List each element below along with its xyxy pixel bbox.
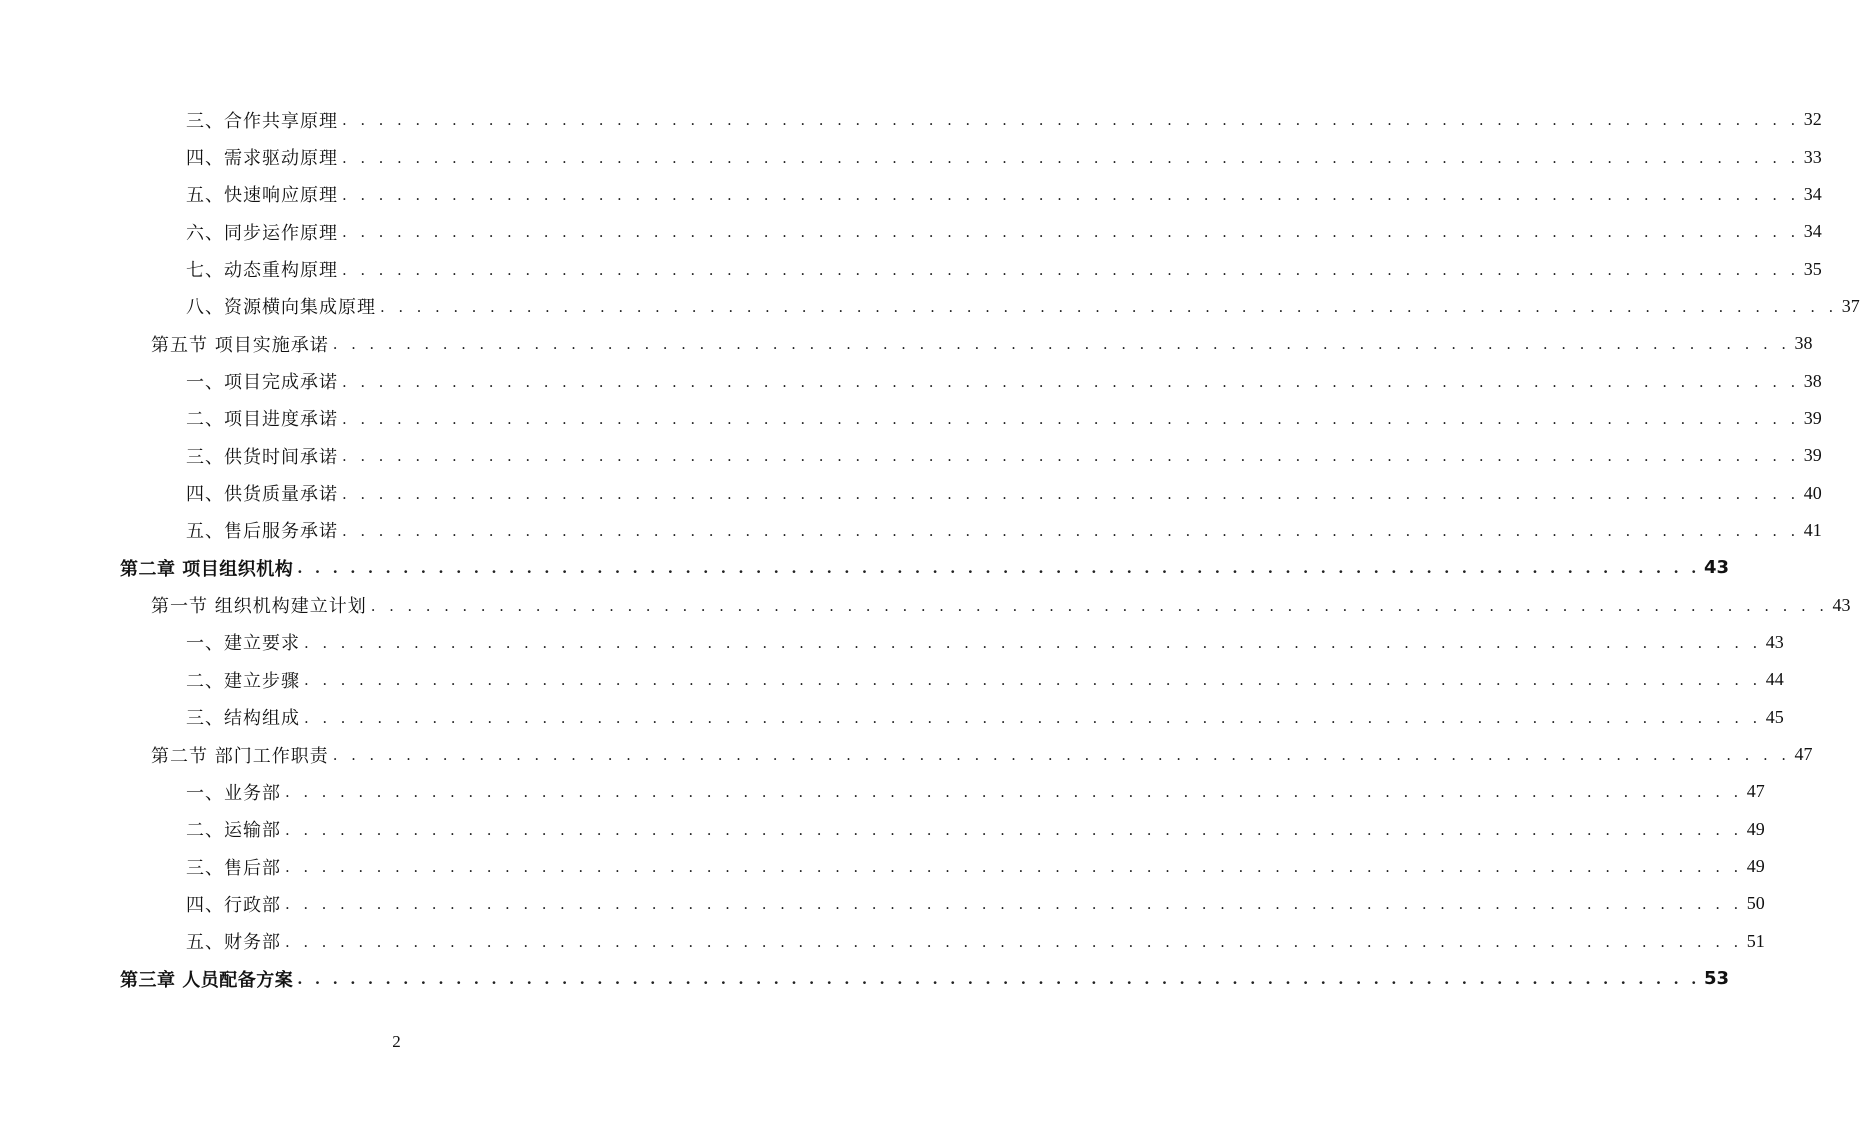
toc-entry-title: 三、供货时间承诺 <box>186 446 338 468</box>
dot-leader: . . . . . . . . . . . . . . . . . . . . . . . . . . . . . . . . . . . . . . . . . . . . . . . . . . . . . . . . . . . . . . . . . . . . . . . . . . . . . . . . <box>342 521 1800 540</box>
dot-leader: . . . . . . . . . . . . . . . . . . . . . . . . . . . . . . . . . . . . . . . . . . . . . . . . . . . . . . . . . . . . . . . . . . . . . . . . . . . . . . . . <box>342 148 1800 167</box>
toc-entry-page: 50 <box>1746 893 1765 914</box>
toc-chapter-entry[interactable] <box>0 549 1730 586</box>
toc-subsection-entry[interactable] <box>0 362 1822 399</box>
dot-leader: . . . . . . . . . . . . . . . . . . . . . . . . . . . . . . . . . . . . . . . . . . . . . . . . . . . . . . . . . . . . . . . . . . . . . . . . . . . . . . . . <box>297 559 1701 578</box>
toc-entry-title: 二、运输部 <box>186 820 281 842</box>
toc-entry-title: 一、项目完成承诺 <box>186 372 338 394</box>
toc-entry-title: 六、同步运作原理 <box>186 222 338 244</box>
toc-entry-page: 43 <box>1704 557 1730 579</box>
toc-subsection-entry[interactable] <box>0 512 1822 549</box>
toc-entry-page: 43 <box>1832 594 1851 615</box>
dot-leader: . . . . . . . . . . . . . . . . . . . . . . . . . . . . . . . . . . . . . . . . . . . . . . . . . . . . . . . . . . . . . . . . . . . . . . . . . . . . . . . . <box>285 858 1743 877</box>
dot-leader: . . . . . . . . . . . . . . . . . . . . . . . . . . . . . . . . . . . . . . . . . . . . . . . . . . . . . . . . . . . . . . . . . . . . . . . . . . . . . . . . <box>370 596 1829 615</box>
table-of-contents <box>0 101 1860 997</box>
toc-subsection-entry[interactable] <box>0 885 1765 922</box>
dot-leader: . . . . . . . . . . . . . . . . . . . . . . . . . . . . . . . . . . . . . . . . . . . . . . . . . . . . . . . . . . . . . . . . . . . . . . . . . . . . . . . . <box>342 409 1800 428</box>
toc-section-entry[interactable] <box>0 736 1813 773</box>
dot-leader: . . . . . . . . . . . . . . . . . . . . . . . . . . . . . . . . . . . . . . . . . . . . . . . . . . . . . . . . . . . . . . . . . . . . . . . . . . . . . . . . <box>332 335 1791 354</box>
toc-entry-page: 51 <box>1746 930 1765 951</box>
dot-leader: . . . . . . . . . . . . . . . . . . . . . . . . . . . . . . . . . . . . . . . . . . . . . . . . . . . . . . . . . . . . . . . . . . . . . . . . . . . . . . . . <box>285 932 1743 951</box>
toc-entry-page: 43 <box>1765 631 1784 652</box>
toc-subsection-entry[interactable] <box>0 811 1765 848</box>
dot-leader: . . . . . . . . . . . . . . . . . . . . . . . . . . . . . . . . . . . . . . . . . . . . . . . . . . . . . . . . . . . . . . . . . . . . . . . . . . . . . . . . <box>332 746 1791 765</box>
toc-entry-title: 一、业务部 <box>186 782 281 804</box>
toc-entry-title: 二、建立步骤 <box>186 670 300 692</box>
dot-leader: . . . . . . . . . . . . . . . . . . . . . . . . . . . . . . . . . . . . . . . . . . . . . . . . . . . . . . . . . . . . . . . . . . . . . . . . . . . . . . . . <box>342 223 1800 242</box>
toc-entry-page: 39 <box>1803 445 1822 466</box>
toc-entry-page: 53 <box>1704 968 1730 990</box>
dot-leader: . . . . . . . . . . . . . . . . . . . . . . . . . . . . . . . . . . . . . . . . . . . . . . . . . . . . . . . . . . . . . . . . . . . . . . . . . . . . . . . . <box>304 671 1762 690</box>
toc-entry-page: 47 <box>1746 781 1765 802</box>
toc-subsection-entry[interactable] <box>0 773 1765 810</box>
page-number: 2 <box>392 1032 401 1051</box>
toc-entry-title: 第二章 项目组织机构 <box>120 558 294 580</box>
toc-entry-page: 41 <box>1803 519 1822 540</box>
toc-entry-title: 四、需求驱动原理 <box>186 148 338 170</box>
toc-entry-page: 32 <box>1803 109 1822 130</box>
toc-entry-title: 三、售后部 <box>186 857 281 879</box>
toc-subsection-entry[interactable] <box>0 624 1784 661</box>
toc-entry-title: 四、行政部 <box>186 894 281 916</box>
toc-entry-page: 39 <box>1803 407 1822 428</box>
toc-entry-page: 38 <box>1803 370 1822 391</box>
toc-entry-page: 33 <box>1803 146 1822 167</box>
toc-subsection-entry[interactable] <box>0 437 1822 474</box>
toc-entry-title: 三、结构组成 <box>186 708 300 730</box>
toc-entry-title: 四、供货质量承诺 <box>186 484 338 506</box>
dot-leader: . . . . . . . . . . . . . . . . . . . . . . . . . . . . . . . . . . . . . . . . . . . . . . . . . . . . . . . . . . . . . . . . . . . . . . . . . . . . . . . . <box>297 970 1701 989</box>
toc-entry-title: 第一节 组织机构建立计划 <box>151 596 367 618</box>
toc-entry-title: 五、售后服务承诺 <box>186 521 338 543</box>
toc-entry-title: 七、动态重构原理 <box>186 260 338 282</box>
dot-leader: . . . . . . . . . . . . . . . . . . . . . . . . . . . . . . . . . . . . . . . . . . . . . . . . . . . . . . . . . . . . . . . . . . . . . . . . . . . . . . . . <box>342 447 1800 466</box>
toc-entry-title: 一、建立要求 <box>186 633 300 655</box>
dot-leader: . . . . . . . . . . . . . . . . . . . . . . . . . . . . . . . . . . . . . . . . . . . . . . . . . . . . . . . . . . . . . . . . . . . . . . . . . . . . . . . . <box>285 783 1743 802</box>
toc-entry-title: 第二节 部门工作职责 <box>151 745 329 767</box>
dot-leader: . . . . . . . . . . . . . . . . . . . . . . . . . . . . . . . . . . . . . . . . . . . . . . . . . . . . . . . . . . . . . . . . . . . . . . . . . . . . . . . . <box>342 185 1800 204</box>
toc-section-entry[interactable] <box>0 586 1851 623</box>
toc-entry-page: 34 <box>1803 183 1822 204</box>
dot-leader: . . . . . . . . . . . . . . . . . . . . . . . . . . . . . . . . . . . . . . . . . . . . . . . . . . . . . . . . . . . . . . . . . . . . . . . . . . . . . . . . <box>342 111 1800 130</box>
dot-leader: . . . . . . . . . . . . . . . . . . . . . . . . . . . . . . . . . . . . . . . . . . . . . . . . . . . . . . . . . . . . . . . . . . . . . . . . . . . . . . . . <box>342 372 1800 391</box>
toc-entry-title: 五、快速响应原理 <box>186 185 338 207</box>
toc-subsection-entry[interactable] <box>0 400 1822 437</box>
toc-entry-page: 40 <box>1803 482 1822 503</box>
dot-leader: . . . . . . . . . . . . . . . . . . . . . . . . . . . . . . . . . . . . . . . . . . . . . . . . . . . . . . . . . . . . . . . . . . . . . . . . . . . . . . . . <box>342 260 1800 279</box>
toc-entry-title: 三、合作共享原理 <box>186 110 338 132</box>
toc-entry-page: 34 <box>1803 221 1822 242</box>
toc-subsection-entry[interactable] <box>0 138 1822 175</box>
toc-entry-title: 五、财务部 <box>186 932 281 954</box>
toc-entry-page: 45 <box>1765 706 1784 727</box>
dot-leader: . . . . . . . . . . . . . . . . . . . . . . . . . . . . . . . . . . . . . . . . . . . . . . . . . . . . . . . . . . . . . . . . . . . . . . . . . . . . . . . . <box>304 633 1762 652</box>
toc-subsection-entry[interactable] <box>0 176 1822 213</box>
toc-entry-title: 第三章 人员配备方案 <box>120 969 294 991</box>
toc-entry-page: 35 <box>1803 258 1822 279</box>
toc-entry-title: 第五节 项目实施承诺 <box>151 334 329 356</box>
dot-leader: . . . . . . . . . . . . . . . . . . . . . . . . . . . . . . . . . . . . . . . . . . . . . . . . . . . . . . . . . . . . . . . . . . . . . . . . . . . . . . . . <box>285 895 1743 914</box>
toc-subsection-entry[interactable] <box>0 848 1765 885</box>
toc-entry-page: 47 <box>1794 744 1813 765</box>
toc-subsection-entry[interactable] <box>0 101 1822 138</box>
toc-subsection-entry[interactable] <box>0 250 1822 287</box>
toc-subsection-entry[interactable] <box>0 474 1822 511</box>
toc-subsection-entry[interactable] <box>0 288 1860 325</box>
toc-chapter-entry[interactable] <box>0 960 1730 997</box>
toc-subsection-entry[interactable] <box>0 661 1784 698</box>
dot-leader: . . . . . . . . . . . . . . . . . . . . . . . . . . . . . . . . . . . . . . . . . . . . . . . . . . . . . . . . . . . . . . . . . . . . . . . . . . . . . . . . <box>304 708 1762 727</box>
dot-leader: . . . . . . . . . . . . . . . . . . . . . . . . . . . . . . . . . . . . . . . . . . . . . . . . . . . . . . . . . . . . . . . . . . . . . . . . . . . . . . . . <box>342 484 1800 503</box>
toc-entry-page: 38 <box>1794 333 1813 354</box>
toc-subsection-entry[interactable] <box>0 699 1784 736</box>
toc-entry-page: 49 <box>1746 856 1765 877</box>
toc-entry-page: 49 <box>1746 818 1765 839</box>
toc-entry-title: 二、项目进度承诺 <box>186 409 338 431</box>
toc-section-entry[interactable] <box>0 325 1813 362</box>
toc-entry-page: 37 <box>1841 295 1860 316</box>
dot-leader: . . . . . . . . . . . . . . . . . . . . . . . . . . . . . . . . . . . . . . . . . . . . . . . . . . . . . . . . . . . . . . . . . . . . . . . . . . . . . . . . <box>380 297 1838 316</box>
toc-subsection-entry[interactable] <box>0 923 1765 960</box>
toc-entry-title: 八、资源横向集成原理 <box>186 297 376 319</box>
toc-entry-page: 44 <box>1765 669 1784 690</box>
toc-subsection-entry[interactable] <box>0 213 1822 250</box>
dot-leader: . . . . . . . . . . . . . . . . . . . . . . . . . . . . . . . . . . . . . . . . . . . . . . . . . . . . . . . . . . . . . . . . . . . . . . . . . . . . . . . . <box>285 820 1743 839</box>
